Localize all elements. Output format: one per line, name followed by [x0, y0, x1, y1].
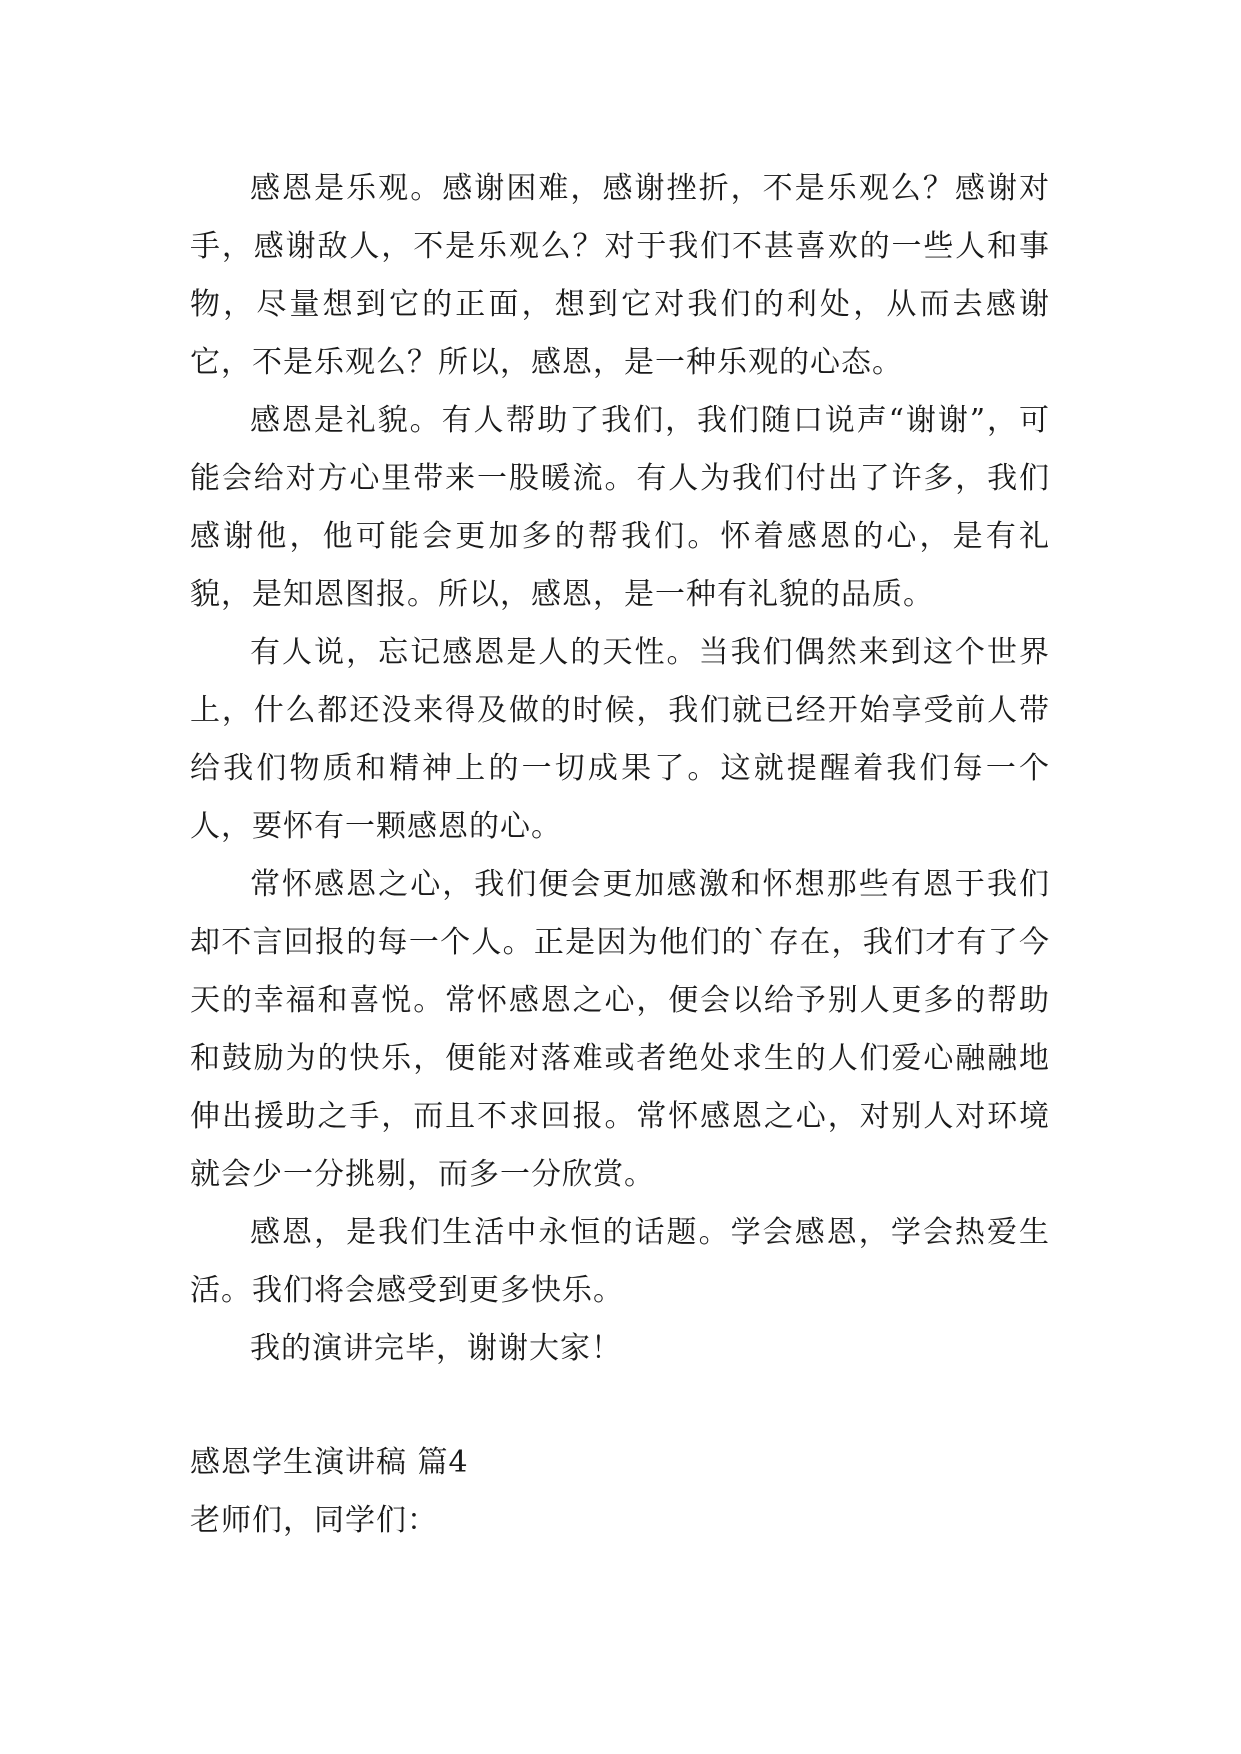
paragraph-closing: 我的演讲完毕，谢谢大家！ [250, 1331, 622, 1366]
section-gap [190, 1378, 1050, 1434]
salutation: 老师们，同学们： [190, 1503, 438, 1538]
paragraph-eternal-topic: 感恩，是我们生活中永恒的话题。学会感恩，学会热爱生活。我们将会感受到更多快乐。 [190, 1215, 1050, 1308]
section-heading: 感恩学生演讲稿 篇4 [190, 1445, 469, 1480]
paragraph-gratitude-heart: 常怀感恩之心，我们便会更加感激和怀想那些有恩于我们却不言回报的每一个人。正是因为他们的`存在，我们才有了今天的幸福和喜悦。常怀感恩之心，便会以给予别人更多的帮助和鼓励为的快乐，便能对落难或者绝处求生的人们爱心融融地伸出援助之手，而且不求回报。常怀感恩之心，对别人对环境就会少一分挑剔，而多一分欣赏。 [190, 867, 1050, 1192]
paragraph-courtesy: 感恩是礼貌。有人帮助了我们，我们随口说声“谢谢”，可能会给对方心里带来一股暖流。有人为我们付出了许多，我们感谢他，他可能会更加多的帮我们。怀着感恩的心，是有礼貌，是知恩图报。所以，感恩，是一种有礼貌的品质。 [190, 403, 1050, 612]
paragraph-nature: 有人说，忘记感恩是人的天性。当我们偶然来到这个世界上，什么都还没来得及做的时候，我们就已经开始享受前人带给我们物质和精神上的一切成果了。这就提醒着我们每一个人，要怀有一颗感恩的心。 [190, 635, 1050, 844]
document-body [190, 160, 1050, 1550]
paragraph-optimism: 感恩是乐观。感谢困难，感谢挫折，不是乐观么？感谢对手，感谢敌人，不是乐观么？对于我们不甚喜欢的一些人和事物，尽量想到它的正面，想到它对我们的利处，从而去感谢它，不是乐观么？所以，感恩，是一种乐观的心态。 [190, 171, 1050, 380]
